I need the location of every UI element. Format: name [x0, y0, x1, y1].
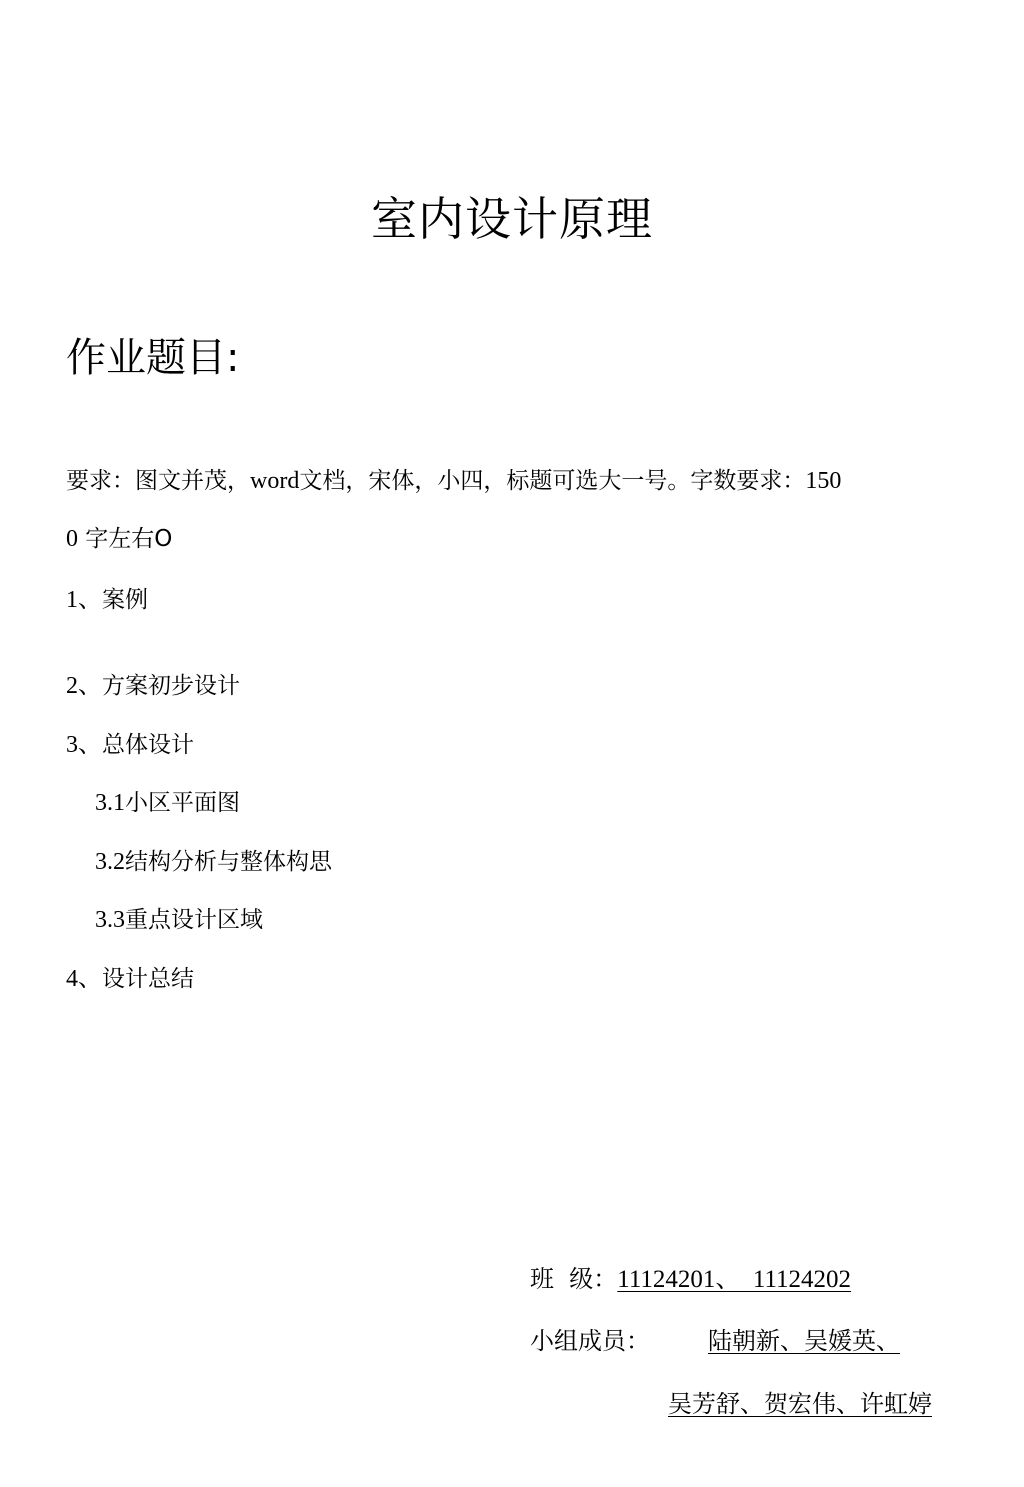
outline-item-3 [66, 728, 194, 762]
requirement-text-3: 字左右O [78, 526, 173, 552]
requirement-paragraph [66, 452, 956, 568]
outline-text: 总体设计 [102, 732, 194, 758]
outline-number: 3、 [66, 732, 102, 758]
outline-text: 结构分析与整体构思 [125, 849, 332, 875]
outline-number: 4、 [66, 966, 102, 992]
class-line [530, 1262, 851, 1297]
members-line [530, 1324, 650, 1358]
members-names-1: 陆朝新、吴媛英、 [708, 1327, 900, 1355]
outline-item-3-1 [95, 786, 240, 820]
outline-text: 小区平面图 [125, 790, 240, 816]
class-label: 班 级： [530, 1265, 618, 1293]
outline-number: 3.3 [95, 907, 125, 933]
outline-item-1 [66, 583, 148, 617]
outline-number: 3.1 [95, 790, 125, 816]
subject-heading: 作业题目: [66, 335, 240, 381]
requirement-text-2: 文档，宋体，小四，标题可选大一号。字数要求： [299, 468, 806, 494]
outline-number: 2、 [66, 673, 102, 699]
requirement-number-2: 0 [66, 526, 78, 552]
members-label: 小组成员： [530, 1327, 650, 1355]
outline-text: 重点设计区域 [125, 907, 263, 933]
outline-text: 方案初步设计 [102, 673, 240, 699]
outline-text: 案例 [102, 587, 148, 613]
outline-number: 3.2 [95, 849, 125, 875]
members-names-2: 吴芳舒、贺宏伟、许虹婷 [668, 1390, 932, 1418]
outline-item-3-3 [95, 903, 263, 937]
outline-item-2 [66, 669, 240, 703]
outline-text: 设计总结 [102, 966, 194, 992]
document-title: 室内设计原理 [371, 192, 653, 246]
outline-number: 1、 [66, 587, 102, 613]
requirement-text-1: 要求：图文并茂， [66, 468, 250, 494]
requirement-word: word [250, 468, 300, 494]
requirement-number-1: 150 [805, 468, 842, 494]
outline-item-4 [66, 962, 194, 996]
outline-item-3-2 [95, 845, 332, 879]
class-value: 11124201、 11124202 [617, 1266, 852, 1293]
